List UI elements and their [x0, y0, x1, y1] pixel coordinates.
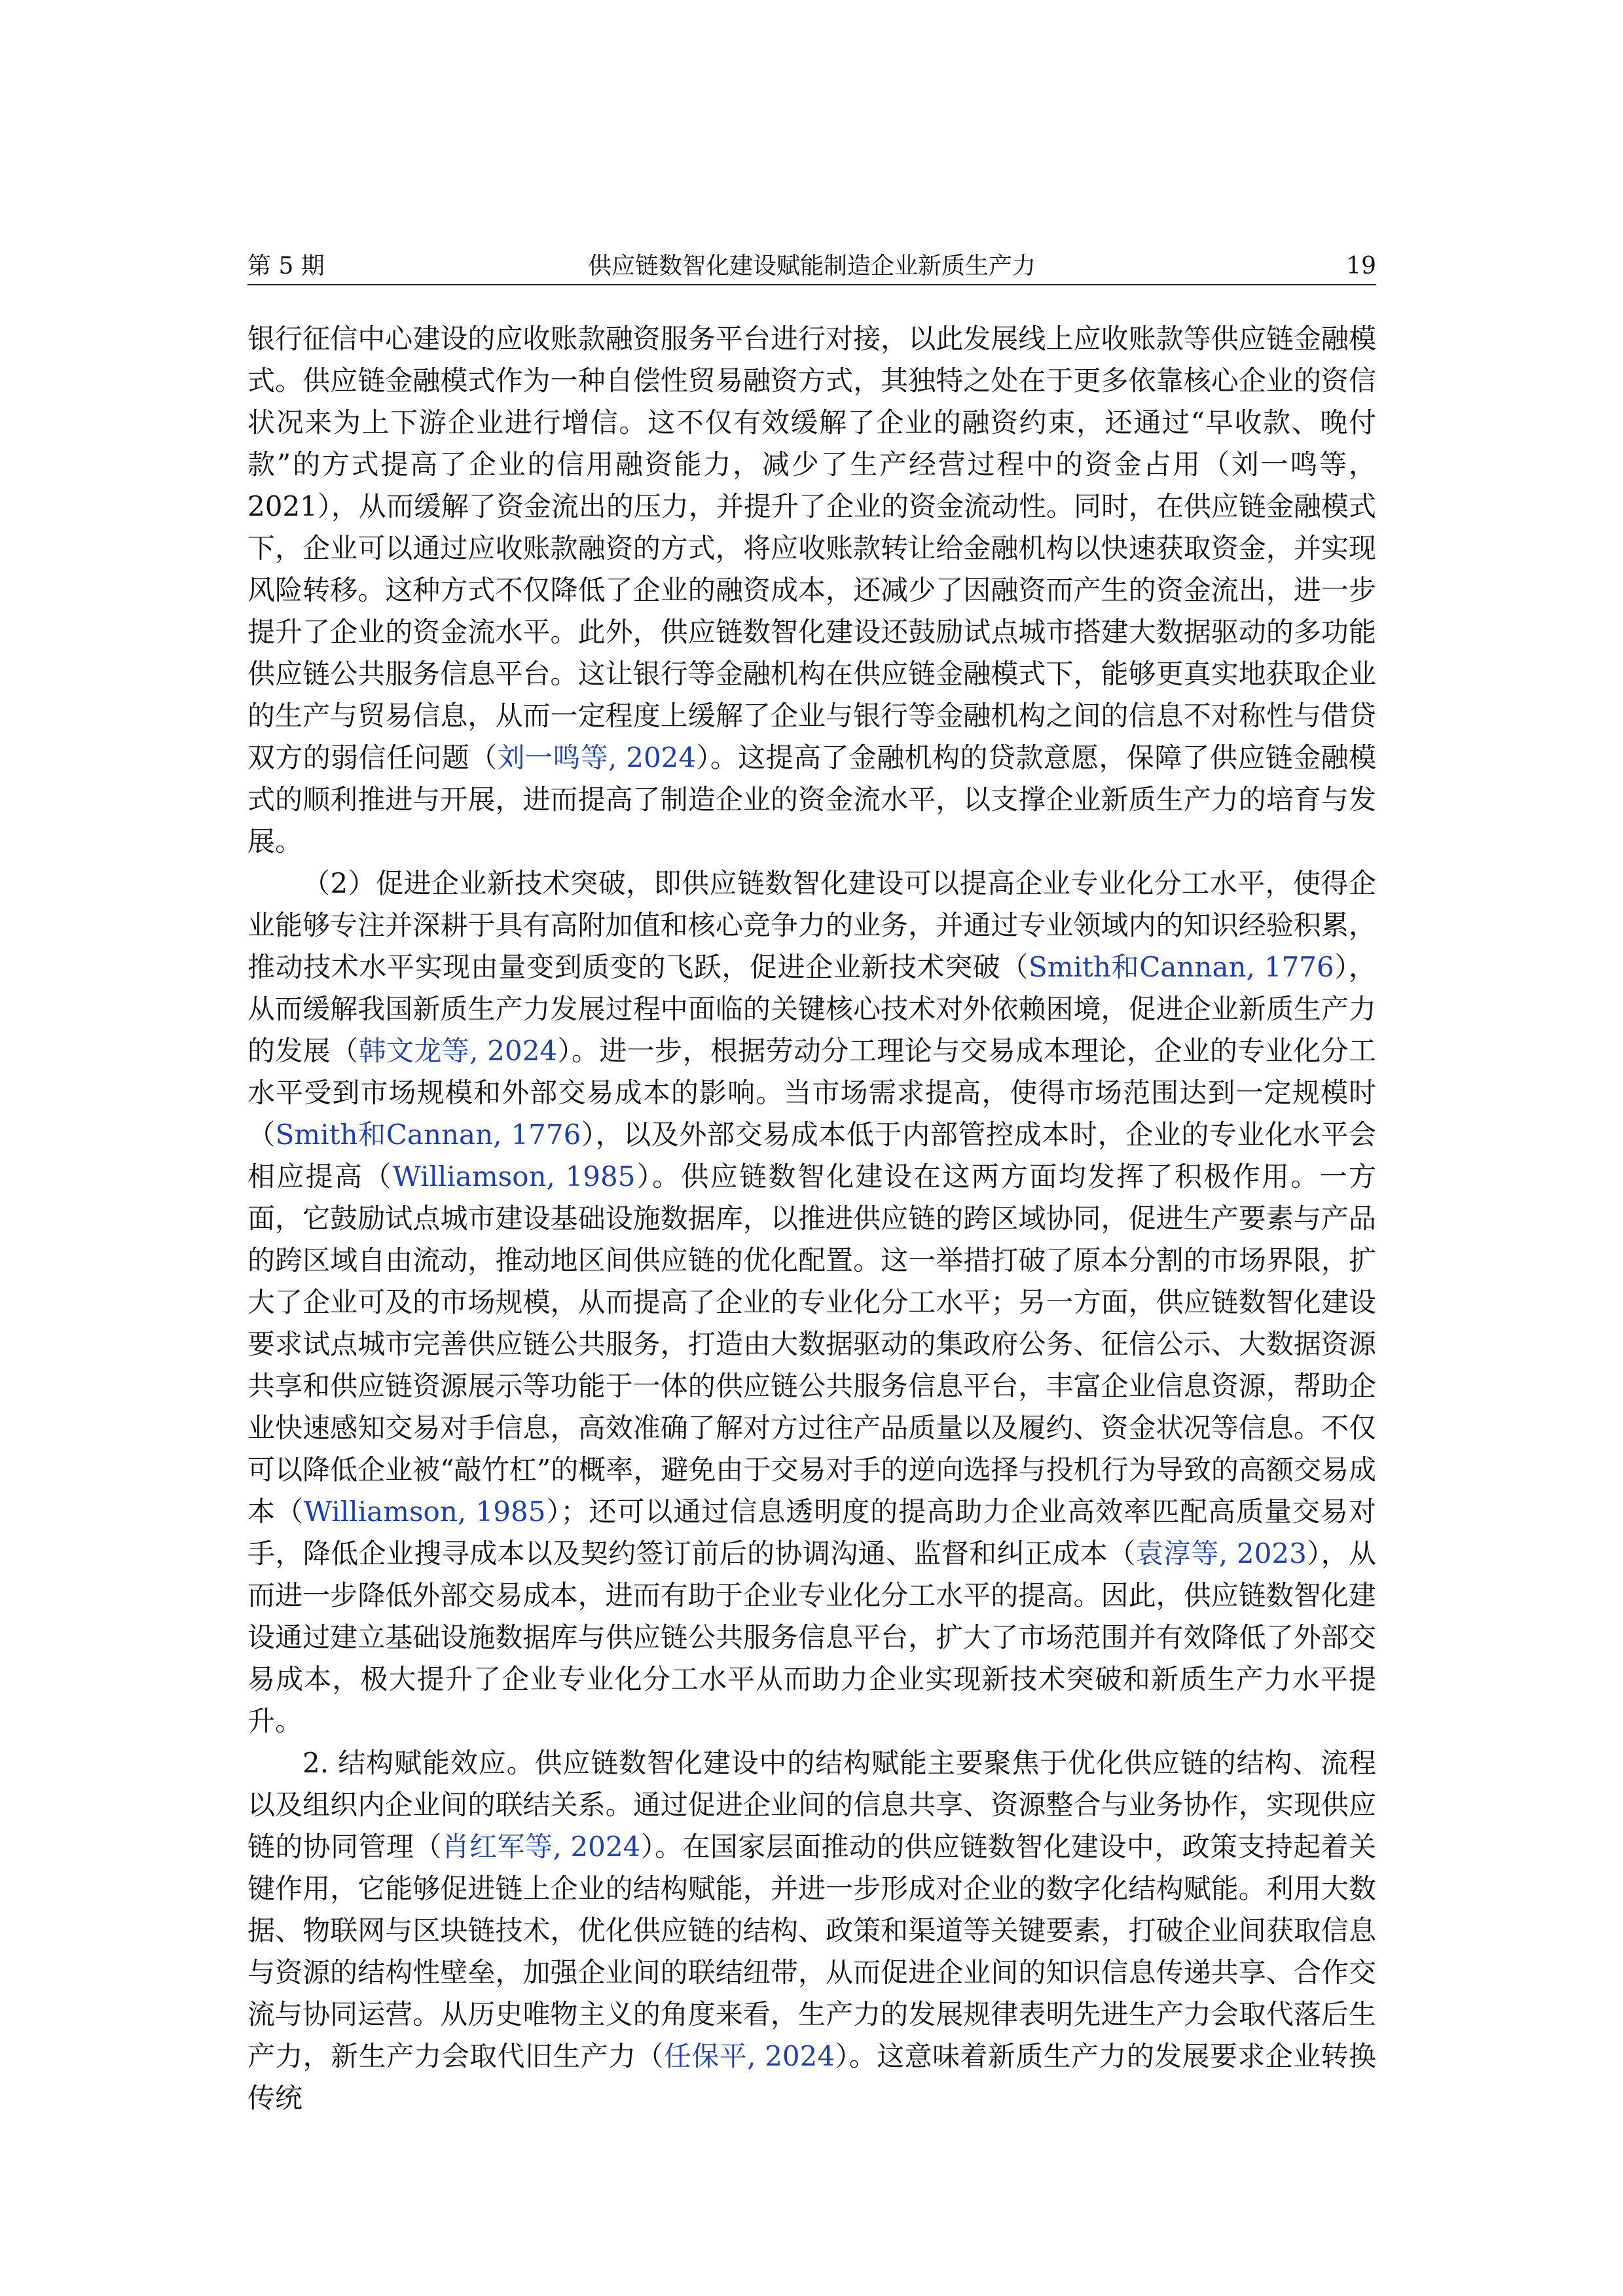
- paragraph-text: ）。这提高了金融机构的贷款意愿，保障了供应链金融模式的顺利推进与开展，进而提高了制造企业的资金流水平，以支撑企业新质生产力的培育与发展。: [247, 742, 1376, 857]
- body-paragraph: [247, 1742, 1376, 2119]
- paragraph-text: ）。在国家层面推动的供应链数智化建设中，政策支持起着关键作用，它能够促进链上企业的结构赋能，并进一步形成对企业的数字化结构赋能。利用大数据、物联网与区块链技术，优化供应链的结构、政策和渠道等关键要素，打破企业间获取信息与资源的结构性壁垒，加强企业间的联结纽带，从而促进企业间的知识信息传递共享、合作交流与协同运营。从历史唯物主义的角度来看，生产力的发展规律表明先进生产力会取代落后生产力，新生产力会取代旧生产力（: [247, 1831, 1376, 2072]
- citation-link[interactable]: Williamson, 1985: [392, 1160, 636, 1193]
- paragraph-text: 银行征信中心建设的应收账款融资服务平台进行对接，以此发展线上应收账款等供应链金融模式。供应链金融模式作为一种自偿性贸易融资方式，其独特之处在于更多依靠核心企业的资信状况来为上下游企业进行增信。这不仅有效缓解了企业的融资约束，还通过“早收款、晚付款”的方式提高了企业的信用融资能力，减少了生产经营过程中的资金占用（刘一鸣等，2021），从而缓解了资金流出的压力，并提升了企业的资金流动性。同时，在供应链金融模式下，企业可以通过应收账款融资的方式，将应收账款转让给金融机构以快速获取资金，并实现风险转移。这种方式不仅降低了企业的融资成本，还减少了因融资而产生的资金流出，进一步提升了企业的资金流水平。此外，供应链数智化建设还鼓励试点城市搭建大数据驱动的多功能供应链公共服务信息平台。这让银行等金融机构在供应链金融模式下，能够更真实地获取企业的生产与贸易信息，从而一定程度上缓解了企业与银行等金融机构之间的信息不对称性与借贷双方的弱信任问题（: [247, 323, 1376, 774]
- paragraph-text: ），从而进一步降低外部交易成本，进而有助于企业专业化分工水平的提高。因此，供应链数智化建设通过建立基础设施数据库与供应链公共服务信息平台，扩大了市场范围并有效降低了外部交易成本，极大提升了企业专业化分工水平从而助力企业实现新技术突破和新质生产力水平提升。: [247, 1537, 1376, 1737]
- paragraph-text: ）。进一步，根据劳动分工理论与交易成本理论，企业的专业化分工水平受到市场规模和外部交易成本的影响。当市场需求提高，使得市场范围达到一定规模时（: [247, 1035, 1376, 1151]
- running-header: [247, 249, 1376, 285]
- citation-link[interactable]: 刘一鸣等, 2024: [497, 742, 697, 774]
- paragraph-text: ），从而缓解我国新质生产力发展过程中面临的关键核心技术对外依赖困境，促进企业新质生产力的发展（: [247, 951, 1376, 1067]
- paragraph-text: ）。供应链数智化建设在这两方面均发挥了积极作用。一方面，它鼓励试点城市建设基础设施数据库，以推进供应链的跨区域协同，促进生产要素与产品的跨区域自由流动，推动地区间供应链的优化配置。这一举措打破了原本分割的市场界限，扩大了企业可及的市场规模，从而提高了企业的专业化分工水平；另一方面，供应链数智化建设要求试点城市完善供应链公共服务，打造由大数据驱动的集政府公务、征信公示、大数据资源共享和供应链资源展示等功能于一体的供应链公共服务信息平台，丰富企业信息资源，帮助企业快速感知交易对手信息，高效准确了解对方过往产品质量以及履约、资金状况等信息。不仅可以降低企业被“敲竹杠”的概率，避免由于交易对手的逆向选择与投机行为导致的高额交易成本（: [247, 1160, 1376, 1528]
- issue-label: 第 5 期: [247, 253, 325, 279]
- body-paragraph: [247, 318, 1376, 863]
- citation-link[interactable]: 肖红军等, 2024: [441, 1831, 641, 1863]
- citation-link[interactable]: 任保平, 2024: [663, 2040, 835, 2072]
- citation-link[interactable]: 袁淳等, 2023: [1135, 1537, 1307, 1570]
- paragraph-text: ）；还可以通过信息透明度的提高助力企业高效率匹配高质量交易对手，降低企业搜寻成本以及契约签订前后的协调沟通、监督和纠正成本（: [247, 1496, 1376, 1570]
- paragraph-text: ），以及外部交易成本低于内部管控成本时，企业的专业化水平会相应提高（: [247, 1119, 1376, 1193]
- citation-link[interactable]: Smith和Cannan, 1776: [1029, 951, 1334, 983]
- citation-link[interactable]: 韩文龙等, 2024: [358, 1035, 558, 1067]
- citation-link[interactable]: Smith和Cannan, 1776: [275, 1119, 581, 1151]
- page-number: 19: [1346, 253, 1376, 279]
- citation-link[interactable]: Williamson, 1985: [303, 1496, 546, 1528]
- running-title: 供应链数智化建设赋能制造企业新质生产力: [587, 253, 1036, 279]
- article-body: [247, 318, 1376, 2119]
- body-paragraph: [247, 863, 1376, 1742]
- paragraph-text: ）。这意味着新质生产力的发展要求企业转换传统: [247, 2040, 1376, 2114]
- paragraph-text: （2）促进企业新技术突破，即供应链数智化建设可以提高企业专业化分工水平，使得企业能够专注并深耕于具有高附加值和核心竞争力的业务，并通过专业领域内的知识经验积累，推动技术水平实现由量变到质变的飞跃，促进企业新技术突破（: [247, 867, 1376, 983]
- paragraph-text: 2. 结构赋能效应。供应链数智化建设中的结构赋能主要聚焦于优化供应链的结构、流程以及组织内企业间的联结关系。通过促进企业间的信息共享、资源整合与业务协作，实现供应链的协同管理（: [247, 1747, 1376, 1863]
